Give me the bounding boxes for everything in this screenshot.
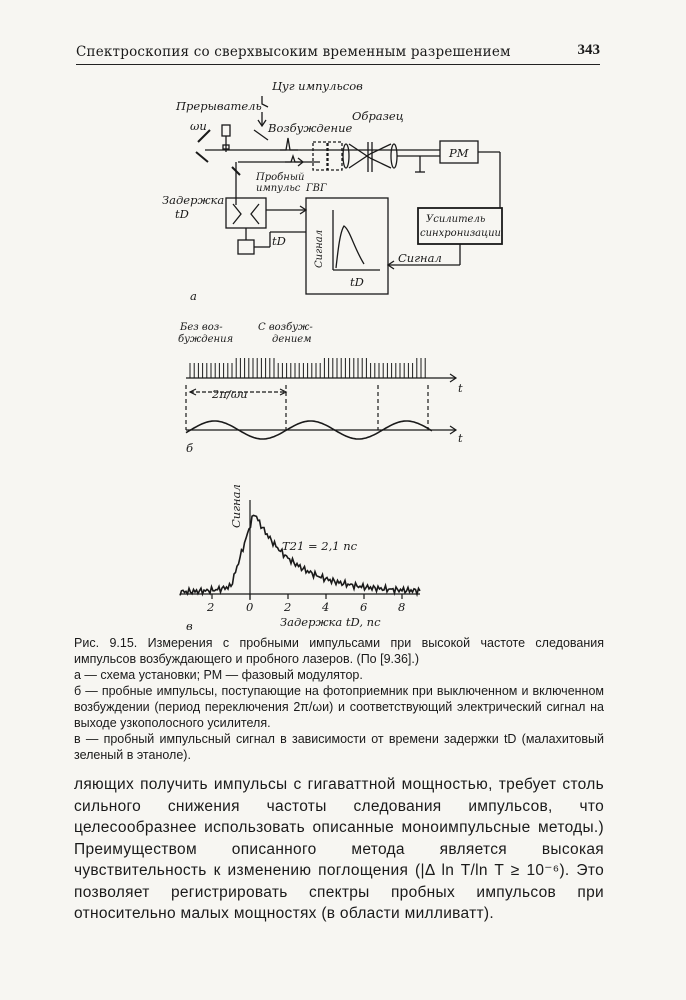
delay-box bbox=[226, 198, 266, 228]
chopper-block bbox=[222, 125, 230, 136]
inner-curve bbox=[336, 226, 364, 268]
label-inner-x: tD bbox=[350, 275, 364, 289]
body-paragraph: ляющих получить импульсы с гигаваттной мощностью, требует столь сильного снижения частоты следования импульсов, что целесообразнее использовать описанные моноимпульсные методы.) Преимуществом описанного метода является высокая чувствительность к изменению поглощения (|Δ ln T/ln T ≥ 10⁻⁶). Это позволяет регистрировать спектры пробных импульсов при относительно малых мощностях (в области милливатт). bbox=[74, 776, 604, 922]
caption-item-b: б — пробные импульсы, поступающие на фотоприемник при выключенном и включенном возбуждении (период переключения 2π/ωи) и соответствующий электрический сигнал на выходе узкополосного усилителя. bbox=[74, 684, 604, 730]
caption-item-a: а — схема установки; РМ — фазовый модулятор. bbox=[74, 668, 363, 682]
c-tick-label-1: 0 bbox=[246, 600, 254, 614]
label-pulse-train: Цуг импульсов bbox=[272, 79, 363, 93]
excitation-pulse bbox=[280, 138, 298, 150]
label-amp-2: синхронизации bbox=[420, 228, 501, 239]
label-probe-2: импульс bbox=[256, 183, 301, 194]
label-delay-sym: tD bbox=[175, 207, 189, 221]
label-excitation: Возбуждение bbox=[268, 121, 353, 135]
c-annotation: T21 = 2,1 пс bbox=[282, 539, 358, 553]
label-with-2: дением bbox=[272, 334, 312, 345]
pulse-train-mark bbox=[262, 96, 268, 107]
c-signal-curve bbox=[180, 515, 420, 595]
label-t2: t bbox=[458, 431, 463, 445]
c-x-label: Задержка tD, пс bbox=[280, 615, 381, 629]
label-fig-b: б bbox=[186, 441, 194, 455]
label-delay: Задержка bbox=[162, 193, 225, 207]
label-amp-1: Усилитель bbox=[426, 214, 486, 225]
label-t1: t bbox=[458, 381, 463, 395]
mirror-2 bbox=[196, 152, 208, 162]
figure-caption bbox=[74, 635, 604, 763]
body-text bbox=[74, 774, 604, 925]
c-y-label: Сигнал bbox=[229, 484, 243, 528]
label-fig-a: а bbox=[190, 289, 197, 303]
label-with-1: С возбуж- bbox=[258, 322, 313, 333]
c-tick-label-3: 4 bbox=[322, 600, 330, 614]
c-tick-label-4: 6 bbox=[360, 600, 368, 614]
label-without-2: буждения bbox=[178, 334, 234, 345]
lens-2 bbox=[391, 144, 397, 168]
label-chopper: Прерыватель bbox=[176, 99, 262, 113]
label-signal-line: Сигнал bbox=[398, 251, 442, 265]
page-number: 343 bbox=[577, 42, 600, 58]
lens-1 bbox=[343, 144, 349, 168]
caption-item-c: в — пробный импульсный сигнал в зависимости от времени задержки tD (малахитовый зеленый в этаноле). bbox=[74, 732, 604, 762]
hvg-box bbox=[313, 142, 327, 170]
label-td-line: tD bbox=[272, 234, 286, 248]
probe-pulse-train bbox=[190, 358, 425, 378]
delay-actuator bbox=[238, 240, 254, 254]
c-tick-label-5: 8 bbox=[398, 600, 406, 614]
label-period: 2π/ωи bbox=[212, 387, 248, 401]
c-ticks bbox=[212, 594, 402, 599]
label-fig-c: в bbox=[186, 619, 193, 633]
caption-title: Рис. 9.15. Измерения с пробными импульсами при высокой частоте следования импульсов возбуждающего и пробного лазеров. (По [9.36].) bbox=[74, 636, 604, 666]
label-without-1: Без воз- bbox=[180, 322, 223, 333]
running-title: Спектроскопия со сверхвысоким временным разрешением bbox=[76, 44, 511, 60]
beam-splitter bbox=[254, 130, 268, 140]
label-chopper-freq: ωи bbox=[190, 119, 207, 133]
label-pm: РМ bbox=[449, 146, 469, 160]
c-tick-label-0: 2 bbox=[207, 600, 215, 614]
label-hvg: ГВГ bbox=[306, 183, 327, 194]
label-probe-1: Пробный bbox=[256, 172, 305, 183]
c-tick-label-2: 2 bbox=[284, 600, 292, 614]
label-sample: Образец bbox=[352, 109, 404, 123]
label-inner-y: Сигнал bbox=[314, 229, 325, 268]
